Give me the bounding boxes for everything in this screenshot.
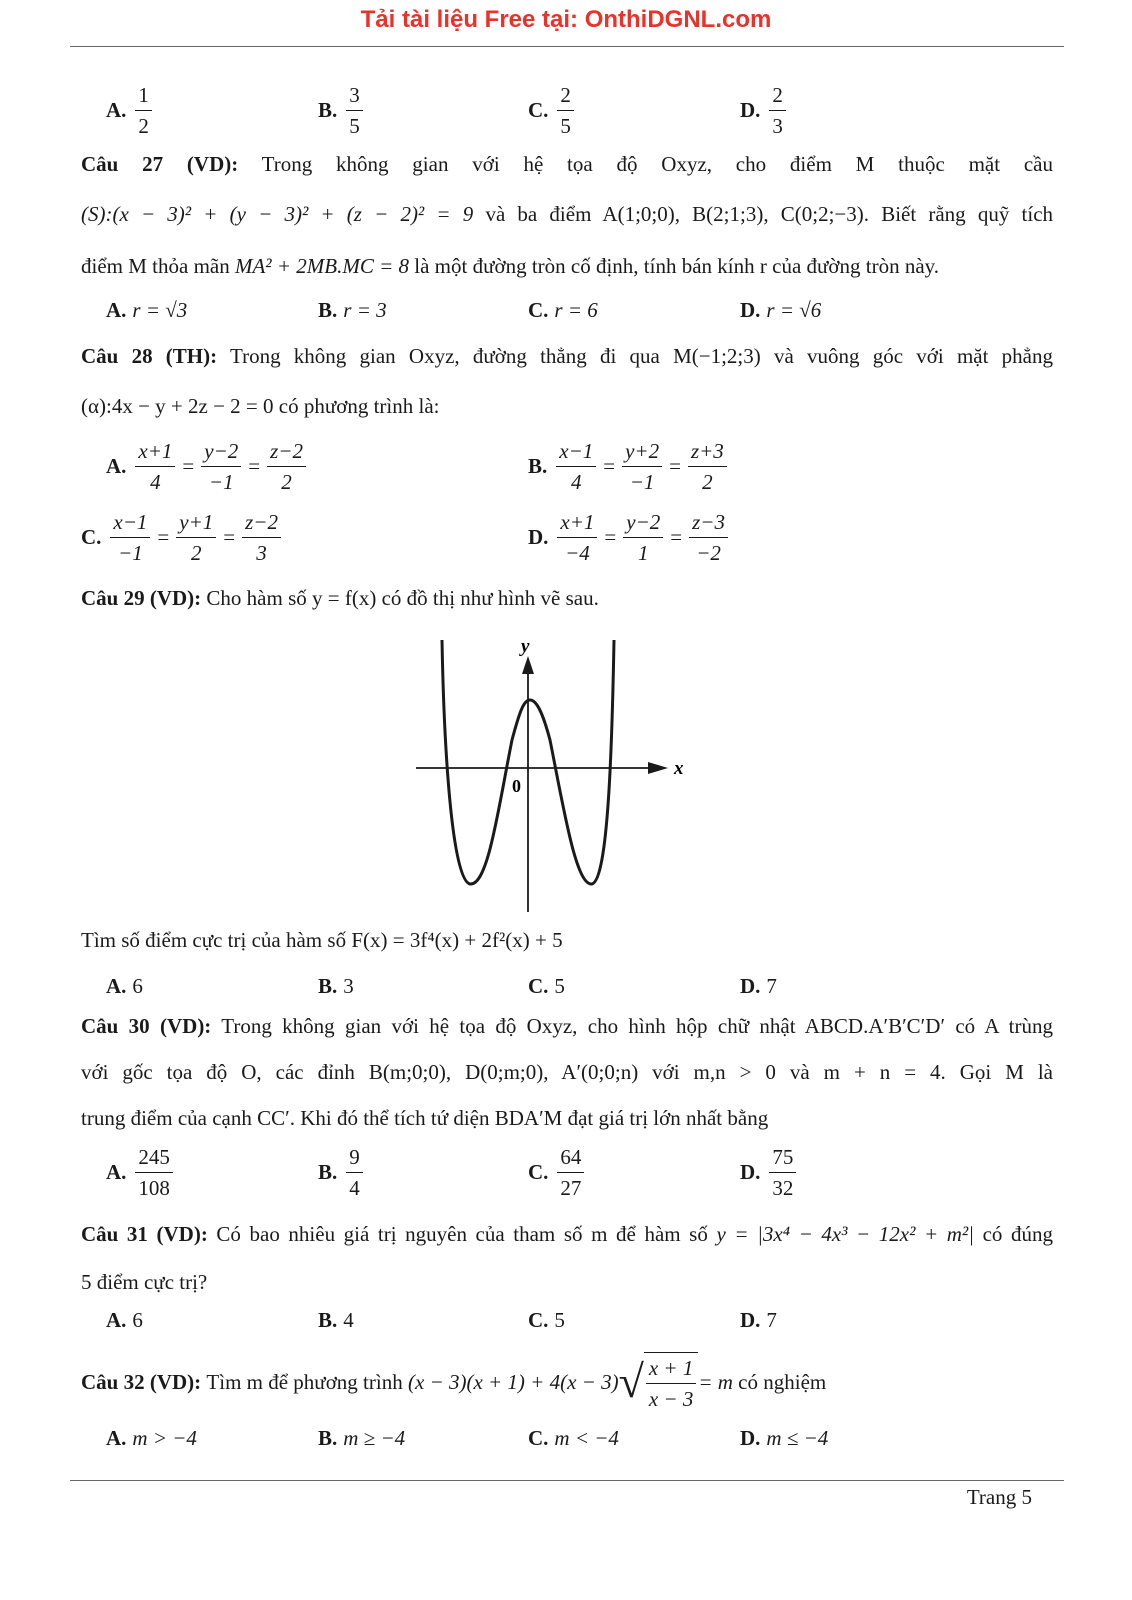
- option-c-value: r = 6: [554, 297, 598, 322]
- numerator: 75: [769, 1144, 796, 1173]
- numerator: z−2: [267, 438, 306, 467]
- question-text: Tìm m để phương trình: [206, 1370, 403, 1394]
- option-a-value: m > −4: [132, 1425, 197, 1450]
- q29-line-2: [81, 926, 1053, 954]
- equation-left: (x − 3)(x + 1) + 4(x − 3): [407, 1370, 619, 1394]
- q31-line-1: [81, 1220, 1053, 1248]
- denominator: −1: [118, 540, 143, 565]
- option-label: A.: [106, 97, 127, 122]
- q28-options-row-1: [0, 436, 1132, 496]
- question-text: và ba điểm A(1;0;0), B(2;1;3), C(0;2;−3). Biết rằng quỹ tích: [485, 202, 1054, 226]
- q30-line-2: [81, 1058, 1053, 1086]
- option-a-value: 6: [132, 1307, 143, 1332]
- denominator: 1: [638, 540, 649, 565]
- option-label: B.: [528, 453, 548, 478]
- option-label: A.: [106, 1159, 127, 1184]
- vector-condition: MA² + 2MB.MC = 8: [234, 254, 410, 278]
- numerator: z+3: [688, 438, 727, 467]
- q26-options: [0, 80, 1132, 140]
- q30-line-1: [81, 1012, 1053, 1040]
- question-title: Câu 30 (VD):: [81, 1014, 212, 1038]
- option-label: B.: [318, 1159, 338, 1184]
- q28-line-1: [81, 342, 1053, 370]
- question-text: có nghiệm: [738, 1370, 827, 1394]
- question-text: Trong không gian Oxyz, đường thẳng đi qua M(−1;2;3) và vuông góc với mặt phẳng: [229, 344, 1053, 368]
- numerator: 2: [557, 82, 574, 111]
- option-b-value: r = 3: [343, 297, 387, 322]
- question-text: Trong không gian với hệ tọa độ Oxyz, cho hình hộp chữ nhật ABCD.A′B′C′D′ có A trùng: [221, 1014, 1054, 1038]
- numerator: y−2: [201, 438, 241, 467]
- q28-line-2: [81, 392, 1053, 420]
- q29-options: A. 6 B. 3 C. 5 D. 7: [106, 973, 777, 998]
- numerator: y−2: [623, 509, 663, 538]
- y-axis-arrow: [522, 656, 534, 674]
- numerator: x−1: [556, 438, 596, 467]
- denominator: 3: [256, 540, 267, 565]
- option-c-value: 5: [554, 1307, 565, 1332]
- option-a-value: 6: [132, 973, 143, 998]
- header-rule: [70, 46, 1064, 47]
- q30-option-d: [740, 1142, 799, 1202]
- option-d-value: m ≤ −4: [766, 1425, 829, 1450]
- y-axis-label: y: [521, 636, 530, 657]
- q27-line-1: [81, 150, 1053, 178]
- q28-option-c: C. $\frac{x-1}{-1}$ = $\frac{y+1}{2}$ = $\frac{z-2}{3}$: [81, 507, 284, 567]
- option-a-value: r = √3: [132, 297, 188, 322]
- denominator: 4: [571, 469, 582, 494]
- question-title: Câu 32 (VD):: [81, 1370, 202, 1394]
- numerator: 245: [135, 1144, 173, 1173]
- numerator: 1: [135, 82, 152, 111]
- option-label: C.: [81, 524, 102, 549]
- q27-line-3: [81, 252, 1053, 280]
- denominator: 108: [138, 1175, 170, 1200]
- sphere-equation: (S):(x − 3)² + (y − 3)² + (z − 2)² = 9: [81, 202, 474, 226]
- numerator: y+1: [176, 509, 216, 538]
- numerator: z−2: [242, 509, 281, 538]
- denominator: −4: [565, 540, 590, 565]
- q26-option-c: [528, 80, 577, 140]
- q28-option-b: B. $\frac{x-1}{4}$ = $\frac{y+2}{-1}$ = $\frac{z+3}{2}$: [528, 436, 730, 496]
- denominator: −1: [629, 469, 655, 494]
- denominator: 5: [349, 113, 360, 138]
- q28-options-row-2: [0, 507, 1132, 567]
- question-text: Trong không gian với hệ tọa độ Oxyz, cho điểm M thuộc mặt cầu: [261, 152, 1053, 176]
- denominator: 2: [191, 540, 202, 565]
- denominator: 27: [560, 1175, 582, 1200]
- question-title: Câu 27 (VD):: [81, 152, 239, 176]
- q27-line-2: [81, 200, 1053, 228]
- option-b-value: 4: [343, 1307, 354, 1332]
- numerator: z−3: [689, 509, 728, 538]
- numerator: x−1: [110, 509, 150, 538]
- question-text: là một đường tròn cố định, tính bán kính r của đường tròn này.: [414, 254, 940, 278]
- option-label: D.: [740, 1159, 761, 1184]
- option-label: D.: [740, 97, 761, 122]
- q28-option-a: A. $\frac{x+1}{4}$ = $\frac{y-2}{-1}$ = $\frac{z-2}{2}$: [106, 436, 309, 496]
- numerator: x + 1: [646, 1355, 697, 1384]
- option-label: C.: [528, 1159, 549, 1184]
- question-text: điểm M thỏa mãn: [81, 254, 230, 278]
- q26-option-b: [318, 80, 366, 140]
- q32-line: [81, 1352, 1053, 1412]
- x-axis-label: x: [674, 758, 684, 779]
- footer-rule: [70, 1480, 1064, 1481]
- option-d-value: 7: [766, 1307, 777, 1332]
- option-c-value: m < −4: [554, 1425, 619, 1450]
- question-text: trung điểm của cạnh CC′. Khi đó thể tích tứ diện BDA′M đạt giá trị lớn nhất bằng: [81, 1106, 769, 1130]
- q30-options: [0, 1142, 1132, 1202]
- question-text: với gốc tọa độ O, các đỉnh B(m;0;0), D(0;m;0), A′(0;0;n) với m,n > 0 và m + n = 4. Gọi M là: [81, 1060, 1053, 1084]
- denominator: −1: [208, 469, 234, 494]
- option-c-value: 5: [554, 973, 565, 998]
- question-title: Câu 31 (VD):: [81, 1222, 208, 1246]
- denominator: 2: [281, 469, 292, 494]
- option-label: A.: [106, 453, 127, 478]
- question-title: Câu 29 (VD):: [81, 586, 202, 610]
- denominator: 4: [349, 1175, 360, 1200]
- q30-option-b: [318, 1142, 366, 1202]
- q26-option-a: [106, 80, 155, 140]
- option-b-value: m ≥ −4: [343, 1425, 406, 1450]
- q32-options: A. m > −4 B. m ≥ −4 C. m < −4 D. m ≤ −4: [106, 1425, 829, 1450]
- denominator: 3: [772, 113, 783, 138]
- option-d-value: 7: [766, 973, 777, 998]
- denominator: −2: [696, 540, 721, 565]
- numerator: 9: [346, 1144, 363, 1173]
- question-title: Câu 28 (TH):: [81, 344, 218, 368]
- option-d-value: r = √6: [766, 297, 822, 322]
- equation-right: = m: [698, 1370, 733, 1394]
- q31-options: A. 6 B. 4 C. 5 D. 7: [106, 1307, 777, 1332]
- option-label: C.: [528, 97, 549, 122]
- denominator: 2: [138, 113, 149, 138]
- question-text: Tìm số điểm cực trị của hàm số F(x) = 3f⁴(x) + 2f²(x) + 5: [81, 928, 563, 952]
- numerator: x+1: [557, 509, 597, 538]
- q30-option-a: [106, 1142, 176, 1202]
- site-header[interactable]: Tải tài liệu Free tại: OnthiDGNL.com: [360, 6, 772, 33]
- question-text: (α):4x − y + 2z − 2 = 0 có phương trình là:: [81, 394, 440, 418]
- question-text: Cho hàm số y = f(x) có đồ thị như hình vẽ sau.: [206, 586, 599, 610]
- q30-line-3: [81, 1104, 1053, 1132]
- option-label: B.: [318, 97, 338, 122]
- q30-option-c: [528, 1142, 587, 1202]
- denominator: 4: [150, 469, 161, 494]
- question-text: có đúng: [982, 1222, 1054, 1246]
- denominator: 5: [560, 113, 571, 138]
- denominator: 32: [772, 1175, 794, 1200]
- numerator: 2: [769, 82, 786, 111]
- square-root: √ $\frac{x + 1}{x - 3}$: [619, 1352, 699, 1412]
- denominator: x − 3: [648, 1387, 694, 1411]
- function-expression: y = |3x⁴ − 4x³ − 12x² + m²|: [716, 1222, 975, 1246]
- option-label: D.: [528, 524, 549, 549]
- numerator: y+2: [622, 438, 662, 467]
- q29-line-1: [81, 584, 1053, 612]
- page-number: Trang 5: [966, 1485, 1032, 1509]
- question-text: 5 điểm cực trị?: [81, 1270, 208, 1294]
- q26-option-d: [740, 80, 789, 140]
- option-b-value: 3: [343, 973, 354, 998]
- numerator: 64: [557, 1144, 584, 1173]
- origin-label: 0: [512, 776, 521, 796]
- question-text: Có bao nhiêu giá trị nguyên của tham số m để hàm số: [216, 1222, 708, 1246]
- x-axis-arrow: [648, 762, 668, 774]
- q27-options: A. r = √3 B. r = 3 C. r = 6 D. r = √6: [106, 297, 822, 322]
- q28-option-d: D. $\frac{x+1}{-4}$ = $\frac{y-2}{1}$ = $\frac{z-3}{-2}$: [528, 507, 731, 567]
- function-graph: [412, 630, 712, 912]
- denominator: 2: [702, 469, 713, 494]
- numerator: 3: [346, 82, 363, 111]
- numerator: x+1: [135, 438, 175, 467]
